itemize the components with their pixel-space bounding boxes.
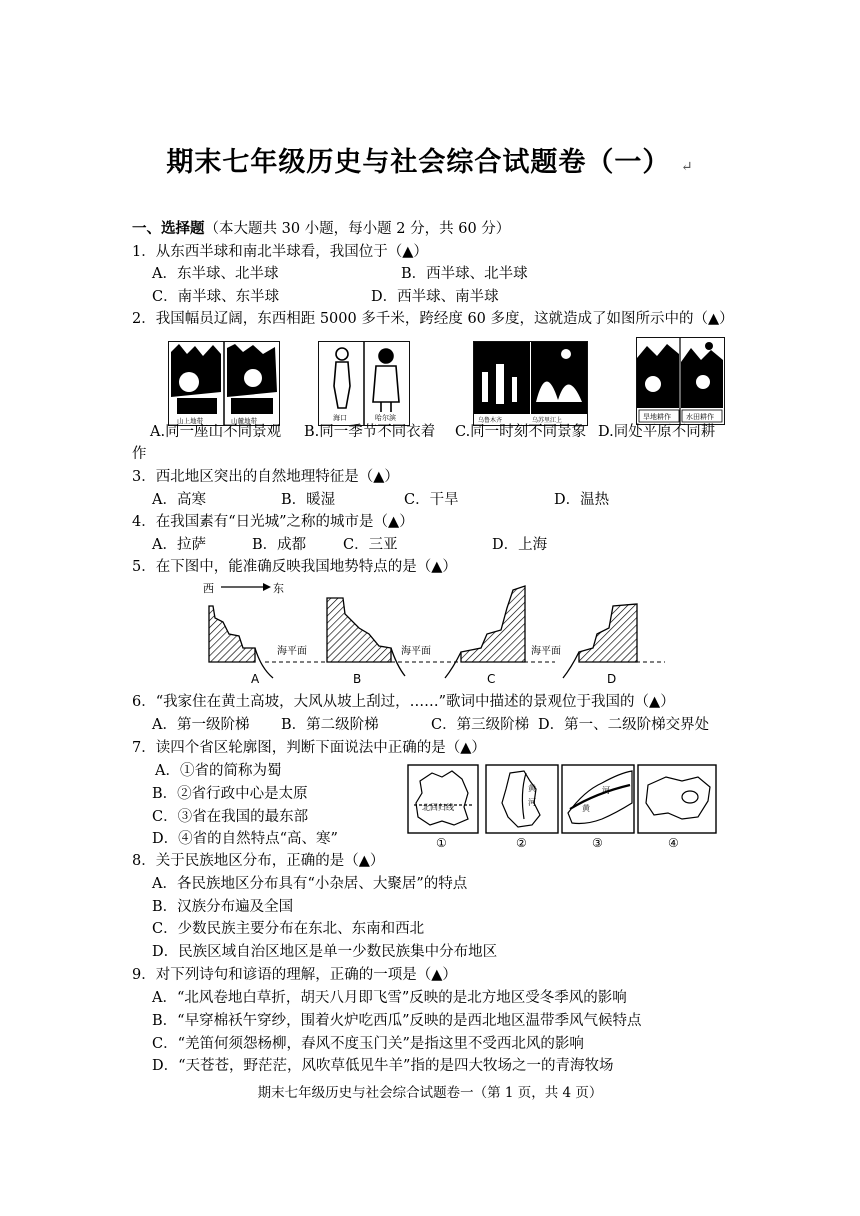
q8-option-b: B．汉族分布遍及全国 xyxy=(152,899,294,915)
q6-option-c: C．第三级阶梯 xyxy=(431,717,530,733)
q8-option-c: C．少数民族主要分布在东北、东南和西北 xyxy=(152,921,425,937)
profile-a xyxy=(209,606,273,678)
paragraph-mark: ↵ xyxy=(680,159,694,175)
q2-label-upper: 山上地带 xyxy=(177,417,203,425)
map-3-label-he: 河 xyxy=(602,786,610,795)
profile-b xyxy=(327,598,405,676)
q4-option-c: C．三亚 xyxy=(343,537,398,553)
province-1-outline xyxy=(416,771,468,825)
province-outline-maps xyxy=(406,763,718,853)
q2-image-time xyxy=(473,341,588,426)
q9-option-d: D．“天苍苍，野茫茫，风吹草低见牛羊”指的是四大牧场之一的青海牧场 xyxy=(152,1058,614,1074)
q7-option-d: D．④省的自然特点“高、寒” xyxy=(152,831,338,847)
q3-option-b: B．暖湿 xyxy=(281,492,336,508)
q1-option-c: C．南半球、东半球 xyxy=(152,289,280,305)
q1-option-a: A．东半球、北半球 xyxy=(152,266,279,282)
q4-option-a: A．拉萨 xyxy=(152,537,206,553)
profile-d xyxy=(563,604,637,678)
q6-option-d: D．第一、二级阶梯交界处 xyxy=(538,717,710,733)
map-number-4: ④ xyxy=(668,836,679,850)
terrain-profile-diagram xyxy=(195,578,665,688)
profile-c-letter: C xyxy=(487,672,496,686)
q9-option-c: C．“羌笛何须怨杨柳，春风不度玉门关”是指这里不受西北风的影响 xyxy=(152,1036,584,1052)
q2-label-lower: 山麓地带 xyxy=(231,417,257,425)
q3-option-d: D．温热 xyxy=(554,492,610,508)
map-number-1: ① xyxy=(436,836,447,850)
profile-d-letter: D xyxy=(607,672,617,686)
q3-option-a: A．高寒 xyxy=(152,492,206,508)
province-3-outline xyxy=(568,771,632,824)
sea-level-label-b: 海平面 xyxy=(401,646,431,657)
q9-option-a: A．“北风卷地白草折，胡天八月即飞雪”反映的是北方地区受冬季风的影响 xyxy=(152,990,627,1006)
page-footer: 期末七年级历史与社会综合试题卷一（第 1 页，共 4 页） xyxy=(257,1085,603,1101)
east-label: 东 xyxy=(273,582,284,595)
q2-option-a: A.同一座山不同景观 xyxy=(150,424,282,440)
q2-image-farming xyxy=(636,337,725,425)
question-2-stem: 2．我国幅员辽阔，东西相距 5000 多千米，跨经度 60 多度，这就造成了如图所示中的（▲） xyxy=(132,311,734,327)
question-8-stem: 8．关于民族地区分布，正确的是（▲） xyxy=(132,853,385,869)
q2-option-b: B.同一季节不同衣着 xyxy=(304,424,436,440)
section-note: （本大题共 30 小题，每小题 2 分，共 60 分） xyxy=(204,221,511,237)
province-4-outline xyxy=(646,777,710,819)
question-5-stem: 5．在下图中，能准确反映我国地势特点的是（▲） xyxy=(132,559,457,575)
question-7-stem: 7．读四个省区轮廓图，判断下面说法中正确的是（▲） xyxy=(132,740,486,756)
question-1-stem: 1．从东西半球和南北半球看，我国位于（▲） xyxy=(132,244,428,260)
q2-option-d: D.同处平原不同耕 xyxy=(598,424,716,440)
q8-option-a: A．各民族地区分布具有“小杂居、大聚居”的特点 xyxy=(152,876,468,892)
question-3-stem: 3．西北地区突出的自然地理特征是（▲） xyxy=(132,469,399,485)
west-label: 西 xyxy=(203,582,214,595)
map-number-3: ③ xyxy=(592,836,603,850)
q2-option-d-wrap: 作 xyxy=(132,446,147,462)
q2-image-mountain xyxy=(168,341,280,426)
q6-option-b: B．第二级阶梯 xyxy=(281,717,379,733)
question-9-stem: 9．对下列诗句和谚语的理解，正确的一项是（▲） xyxy=(132,967,457,983)
q2-label-haikou: 海口 xyxy=(333,414,347,422)
q2-option-c: C.同一时刻不同景象 xyxy=(455,424,587,440)
map-2-label-he: 河 xyxy=(528,798,536,807)
question-6-stem: 6．“我家住在黄土高坡，大风从坡上刮过，……”歌词中描述的景观位于我国的（▲） xyxy=(132,694,675,710)
sea-level-label-a: 海平面 xyxy=(277,646,307,657)
q2-label-dryland: 旱地耕作 xyxy=(643,413,671,421)
province-map-4-frame xyxy=(638,765,716,833)
section-heading: 一、选择题 xyxy=(132,220,205,237)
q9-option-b: B．“早穿棉袄午穿纱，围着火炉吃西瓜”反映的是西北地区温带季风气候特点 xyxy=(152,1013,642,1029)
q7-option-b: B．②省行政中心是太原 xyxy=(152,786,308,802)
map-2-label-huang: 黄 xyxy=(528,784,536,793)
q4-option-b: B．成都 xyxy=(252,537,307,553)
profile-c xyxy=(445,586,525,678)
q8-option-d: D．民族区域自治区地区是单一少数民族集中分布地区 xyxy=(152,944,498,960)
map-number-2: ② xyxy=(516,836,527,850)
section-header xyxy=(132,219,510,239)
tropic-of-cancer-label: 北回归线 xyxy=(422,803,454,812)
profile-a-letter: A xyxy=(251,672,260,686)
map-3-label-huang: 黄 xyxy=(582,804,590,813)
q2-label-urumqi: 乌鲁木齐 xyxy=(478,417,503,424)
q2-label-wusuli: 乌苏里江上 xyxy=(532,417,563,424)
sea-level-label-c: 海平面 xyxy=(531,646,561,657)
question-4-stem: 4．在我国素有“日光城”之称的城市是（▲） xyxy=(132,514,414,530)
profile-b-letter: B xyxy=(353,672,362,686)
q1-option-b: B．西半球、北半球 xyxy=(401,266,528,282)
page-title xyxy=(0,140,860,179)
title-text: 期末七年级历史与社会综合试题卷（一） xyxy=(166,147,671,178)
q2-image-clothing xyxy=(318,341,410,426)
q2-label-harbin: 哈尔滨 xyxy=(375,414,396,422)
q4-option-d: D．上海 xyxy=(492,537,548,553)
q7-option-c: C．③省在我国的最东部 xyxy=(152,809,309,825)
q1-option-d: D．西半球、南半球 xyxy=(371,289,499,305)
q3-option-c: C．干旱 xyxy=(404,492,459,508)
q6-option-a: A．第一级阶梯 xyxy=(152,717,250,733)
q7-option-a: A．①省的简称为蜀 xyxy=(155,763,282,779)
q2-label-paddy: 水田耕作 xyxy=(686,413,714,421)
